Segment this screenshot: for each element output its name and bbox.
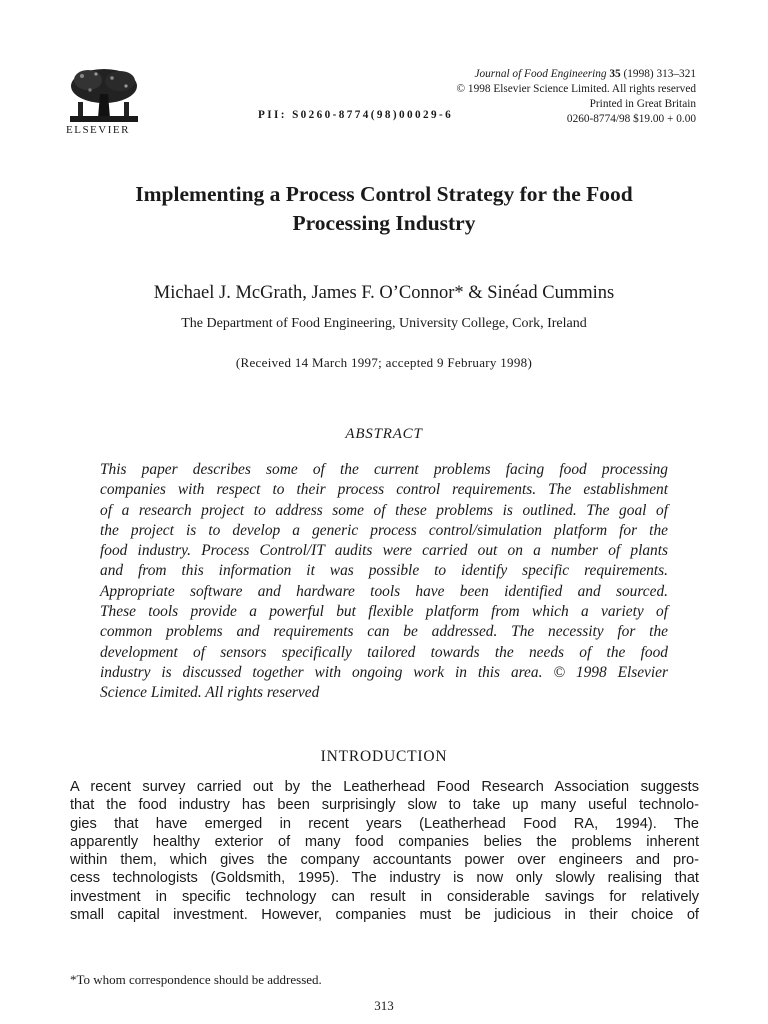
introduction-line: gies that have emerged in recent years (Leatherhead Food RA, 1994). The [70,815,699,832]
abstract-line: Science Limited. All rights reserved [100,684,320,702]
introduction-line: apparently healthy exterior of many food companies belies the problems inherent [70,833,699,850]
footnote: *To whom correspondence should be addressed. [70,972,322,987]
introduction-line: investment in specific technology can result in considerable savings for relatively [70,888,699,905]
journal-info [457,67,696,127]
article-title [0,180,768,238]
abstract-line: food industry. Process Control/IT audits were carried out on a number of plants [100,542,668,560]
introduction-line: that the food industry has been surprisingly slow to take up many useful technolo- [70,797,699,814]
printed-line: Printed in Great Britain [589,98,696,110]
abstract-line: Appropriate software and hardware tools have been identified and sourced. [100,582,668,600]
abstract-line: and from this information it was possible to identify specific requirements. [100,562,668,580]
journal-volume: 35 [609,68,621,80]
introduction-line: within them, which gives the company accountants power over engineers and pro- [70,852,699,869]
page-number: 313 [374,998,394,1013]
abstract-line: This paper describes some of the current problems facing food processing [100,461,668,478]
price-line: 0260-8774/98 $19.00 + 0.00 [566,113,696,125]
abstract-line: development of sensors specifically tailored towards the needs of the food [100,643,668,661]
abstract-line: industry is discussed together with ongoing work in this area. © 1998 Elsevier [100,663,668,681]
introduction-line: A recent survey carried out by the Leatherhead Food Research Association suggests [70,779,699,795]
pii-code: PII: S0260-8774(98)00029-6 [258,109,454,121]
abstract-line: common problems and requirements can be addressed. The necessity for the [100,623,668,641]
introduction-line: cess technologists (Goldsmith, 1995). The industry is now only slowly realising that [70,870,699,887]
abstract-line: the project is to develop a generic process control/simulation platform for the [100,521,668,539]
abstract-line: These tools provide a powerful but flexible platform from which a variety of [100,603,668,621]
journal-citation [457,67,696,82]
introduction-text [70,778,699,924]
journal-name: Journal of Food Engineering [474,68,607,80]
authors: Michael J. McGrath, James F. O’Connor* & Sinéad Cummins [153,283,615,303]
affiliation: The Department of Food Engineering, University College, Cork, Ireland [181,316,587,331]
abstract-line: companies with respect to their process control requirements. The establishment [100,481,668,499]
publisher-name: ELSEVIER [66,124,130,136]
introduction-line: small capital investment. However, companies must be judicious in their choice of [70,907,699,924]
title-line-2: Processing Industry [292,211,476,235]
journal-year-pages: (1998) 313–321 [623,68,696,80]
title-line-1: Implementing a Process Control Strategy for the Food [135,182,633,206]
abstract-heading: ABSTRACT [345,426,423,442]
introduction-heading: INTRODUCTION [320,748,448,765]
abstract-line: of a research project to address some of these problems is outlined. The goal of [100,501,668,519]
abstract-text [100,460,668,704]
received-dates: (Received 14 March 1997; accepted 9 February 1998) [235,355,533,370]
copyright-line: © 1998 Elsevier Science Limited. All rights reserved [456,83,696,95]
